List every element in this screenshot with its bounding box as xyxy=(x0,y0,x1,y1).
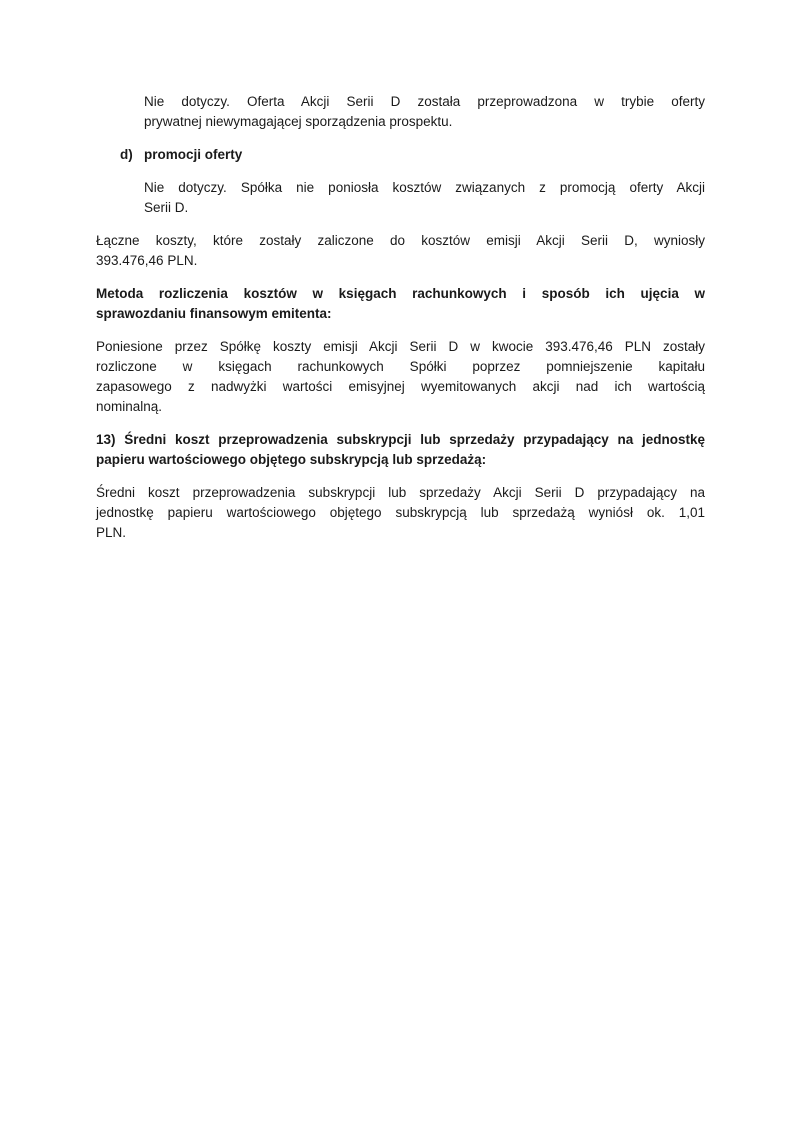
text-line: Nie dotyczy. Oferta Akcji Serii D została przeprowadzona w trybie oferty xyxy=(144,94,705,109)
text-line: Poniesione przez Spółkę koszty emisji Akcji Serii D w kwocie 393.476,46 PLN zostały xyxy=(96,339,705,354)
text-line: Średni koszt przeprowadzenia subskrypcji lub sprzedaży Akcji Serii D przypadający na xyxy=(96,485,705,500)
text-line: papieru wartościowego objętego subskrypcją lub sprzedażą: xyxy=(96,452,487,467)
text-line: prywatnej niewymagającej sporządzenia prospektu. xyxy=(144,114,453,129)
text-line: 393.476,46 PLN. xyxy=(96,253,198,268)
paragraph-promotion-not-applicable xyxy=(96,178,705,218)
text-line: 13) Średni koszt przeprowadzenia subskrypcji lub sprzedaży przypadający na jednostkę xyxy=(96,432,705,447)
paragraph-cost-settlement-details xyxy=(96,337,705,417)
heading-13-average-cost xyxy=(96,430,705,470)
text-line: Metoda rozliczenia kosztów w księgach rachunkowych i sposób ich ujęcia w xyxy=(96,286,705,301)
text-line: rozliczone w księgach rachunkowych Spółki poprzez pomniejszenie kapitału xyxy=(96,359,705,374)
text-line: Serii D. xyxy=(144,200,189,215)
text-line: jednostkę papieru wartościowego objętego subskrypcją lub sprzedażą wyniósł ok. 1,01 xyxy=(96,505,705,520)
text-line: Łączne koszty, które zostały zaliczone do kosztów emisji Akcji Serii D, wyniosły xyxy=(96,233,705,248)
list-item-d-label: promocji oferty xyxy=(144,147,243,162)
paragraph-average-cost-details xyxy=(96,483,705,543)
text-line: Nie dotyczy. Spółka nie poniosła kosztów związanych z promocją oferty Akcji xyxy=(144,180,705,195)
paragraph-prospectus-not-applicable xyxy=(96,92,705,132)
text-line: PLN. xyxy=(96,525,127,540)
heading-cost-settlement-method xyxy=(96,284,705,324)
text-line: nominalną. xyxy=(96,399,163,414)
list-item-d-heading xyxy=(96,145,705,165)
text-line: sprawozdaniu finansowym emitenta: xyxy=(96,306,332,321)
list-item-d-marker: d) xyxy=(120,147,133,162)
text-line: zapasowego z nadwyżki wartości emisyjnej wyemitowanych akcji nad ich wartością xyxy=(96,379,705,394)
paragraph-total-costs xyxy=(96,231,705,271)
